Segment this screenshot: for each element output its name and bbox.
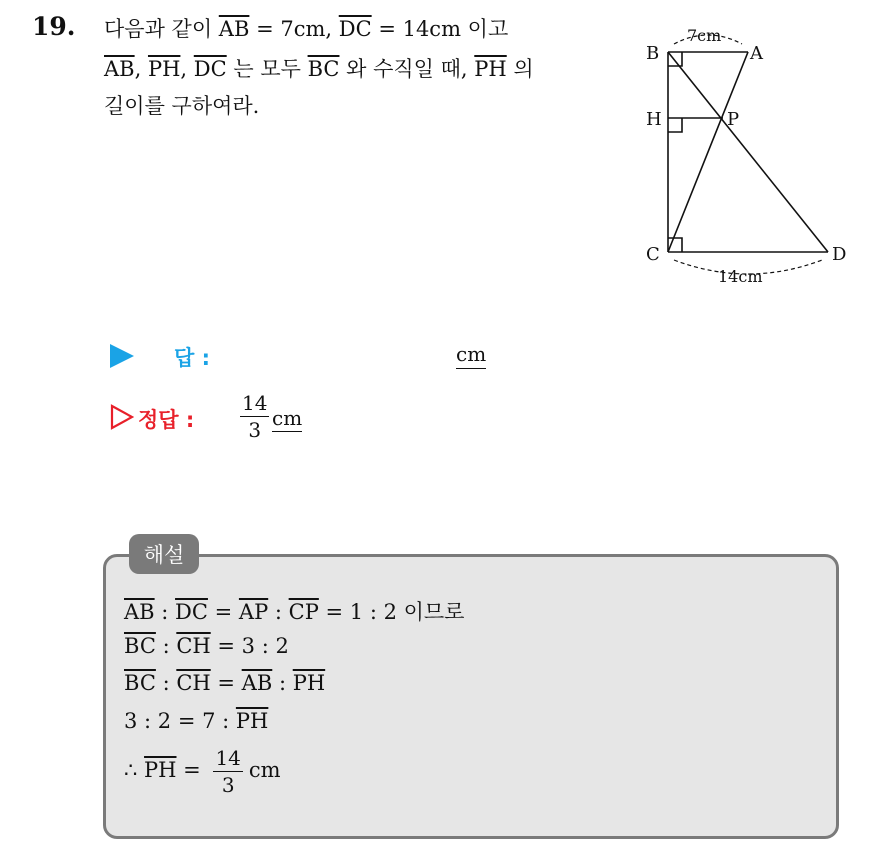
text: = 7cm, [249,17,339,41]
question-line-1 [104,13,508,43]
segment-ca [668,52,748,252]
text: : [272,671,293,695]
answer-blank[interactable] [456,342,486,369]
text: : [154,600,176,624]
segment-bc: $\overline{BC}$ [124,634,156,658]
question-line-2 [104,53,534,83]
text: : [155,671,177,695]
text: = 3 : 2 [210,634,289,658]
text: 3 : 2 = 7 : [124,709,236,733]
text: = [207,600,239,624]
segment-bc: $\overline{BC}$ [307,57,340,81]
segment-ph: $\overline{PH}$ [292,671,326,695]
segment-dc: $\overline{DC}$ [193,57,227,81]
segment-bd [668,52,828,252]
label-b: B [646,43,660,64]
segment-cp: $\overline{CP}$ [288,600,319,624]
answer-row [110,340,530,372]
correct-label: 정답 : [138,408,195,432]
segment-ch: $\overline{CH}$ [176,671,211,695]
geometry-diagram [632,20,862,290]
segment-ap: $\overline{AP}$ [238,600,269,624]
explanation-line-1 [124,596,464,626]
fraction-denominator: 3 [248,418,262,442]
label-c: C [646,244,660,265]
question-number: 19. [32,12,76,41]
explanation-line-2 [124,634,289,658]
label-p: P [727,109,740,130]
segment-ch: $\overline{CH}$ [176,634,211,658]
fraction-numerator: 14 [242,391,268,415]
segment-dc: $\overline{DC}$ [175,600,208,624]
segment-ab: $\overline{AB}$ [124,600,155,624]
label-d: D [832,244,847,265]
text: = [210,671,242,695]
explanation-title: 해설 [129,534,199,574]
segment-bc: $\overline{BC}$ [124,671,156,695]
explanation-line-5 [124,745,281,798]
label-a: A [750,43,763,64]
segment-dc: $\overline{DC}$ [338,17,372,41]
explanation-fraction [213,745,242,798]
outline-triangle-icon [110,404,134,430]
fraction-numerator: 14 [215,746,241,770]
question-line-3: 길이를 구하여라. [104,94,260,118]
text: 는 모두 [226,57,308,81]
explanation-line-4 [124,709,268,733]
text: , [180,57,194,81]
text: : [268,600,289,624]
length-top: 7cm [687,26,722,45]
text: , [134,57,148,81]
text: = 1 : 2 이므로 [318,600,465,624]
segment-ab: $\overline{AB}$ [218,17,250,41]
length-bottom: 14cm [718,267,763,286]
answer-unit: cm [456,342,487,366]
therefore-symbol: ∴ [124,758,145,782]
segment-ph: $\overline{PH}$ [235,709,269,733]
correct-answer-row [110,390,530,450]
text: 와 수직일 때, [339,57,475,81]
segment-ph: $\overline{PH}$ [474,57,507,81]
text: 다음과 같이 [104,17,219,41]
explanation-line-3 [124,671,325,695]
right-angle-mark-h [668,118,682,132]
text: 의 [506,57,534,81]
correct-unit: cm [272,406,303,430]
text: = 14cm 이고 [371,17,509,41]
fraction-denominator: 3 [221,773,235,797]
segment-ab: $\overline{AB}$ [241,671,273,695]
correct-fraction [240,390,269,443]
text: = [176,758,208,782]
text: : [155,634,177,658]
segment-ph: $\overline{PH}$ [144,758,177,782]
segment-ph: $\overline{PH}$ [147,57,181,81]
answer-label: 답 : [174,346,210,370]
segment-ab: $\overline{AB}$ [104,57,135,81]
explanation-unit: cm [248,758,281,782]
label-h: H [646,109,662,130]
play-triangle-icon [110,344,134,368]
